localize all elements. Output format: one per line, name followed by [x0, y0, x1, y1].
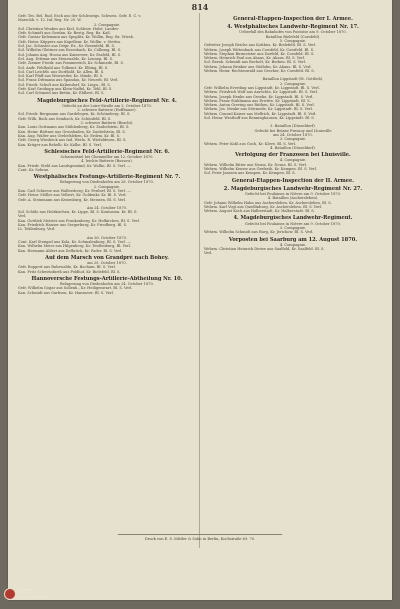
entry-line: Kan. Aug. Walter aus Grebelsleben, Kr. Erdrm. Kr. Bl. S.	[18, 133, 121, 138]
subheading: am 25. October 1870.	[87, 261, 127, 266]
section-heading: 2. Magdeburgisches Landwehr-Regiment Nr. 27.	[223, 185, 363, 192]
subheading: Belagerung von Diedenhofen am 24. October 1870.	[60, 282, 154, 287]
entry-line: Kan. Friedrich Hauser aus Sergerburg, Kr. Friedberg. Bl. S.	[18, 223, 128, 228]
subheading: 4. leichte Batterie (Bossow).	[81, 159, 133, 164]
entry-line: Sol. Christian Wenkes aus Kiel, Schlesw. Holst. Landes-	[18, 26, 120, 31]
entry-line: Wehrm. Wilhelm Keuser aus Grefrath, Kr. Kempen. Bl. S. Verl.	[204, 166, 318, 171]
entry-line: Wehrm. Anton Greving aus Rüthen, Kr. Lippstadt. Bl. S. Verl.	[204, 103, 315, 108]
entry-line: Gefr. Johann Wilhelm Hahn aus Aschersleben, Kr. Aschersleben. Bl. S.	[204, 200, 332, 205]
section-heading: Hannoversche Festungs-Artillerie-Abtheilung Nr. 10.	[31, 275, 183, 282]
subheading: Bataillon Bielefeld (Coesfeld).	[265, 34, 321, 39]
library-logo-icon	[4, 588, 16, 600]
subheading: Gefecht bei Beinez Fresnoy und Lhuisville	[254, 128, 332, 133]
entry-line: Gefreiter Joseph Reiche aus Kottbus, Kr. Bielefeld. Bl. S. Verl.	[204, 43, 317, 48]
watermark-line: Universitätsbibliothek	[18, 594, 51, 599]
section-heading: Vorposten bei Saarburg am 12. August 1870.	[228, 236, 358, 243]
entry-line: Wehrm. Conrad Kaiser aus Mellrich, Kr. Lippstadt. Bl. S. Verl.	[204, 111, 317, 116]
entry-line: Kan. Wilhelm Meier aus Hilgenberg, Kr. Teutlenburg, Bl. Verl.	[18, 244, 132, 249]
subheading: 4. Bataillon (Aschersleben).	[267, 196, 319, 201]
entry-line: Wehrm. August Koch aus Halberstadt, Kr. Halberstadt. Bl. S.	[204, 209, 315, 214]
entry-line: Kan. Krüger aus Behelb. Kr. Kalbe. Bl. S. Verl.	[18, 142, 102, 147]
watermark-line: durch die	[18, 591, 33, 596]
subheading: 4. Compagnie.	[279, 158, 307, 163]
entry-line: Kan. Hermann Ahlert aus Delbrück, Kr. Pader. Bl. S. Verl.	[18, 248, 123, 253]
entry-line: Gefr. A. Steinmann aus Keuenburg, Kr. Meiszen, Bl. S. Verl.	[18, 197, 127, 202]
entry-line: Gefr. Wilhelm Everding aus Lippstadt, Kr. Lippstadt. Bl. S. Verl.	[204, 85, 320, 90]
subheading: Ueberfall des Bahnhofes von Pontoise am 9. October 1870.	[239, 30, 347, 35]
page-number: 814	[191, 2, 209, 12]
entry-line: Gefr. Wilhelm Gogar aus Sollenh., Kr. Heiligenwart. Bl. S. Verl.	[18, 286, 133, 291]
column-divider	[199, 13, 200, 548]
entry-line: Marschh. v. 12. Inf. Reg. Nr. 20. W.	[18, 18, 82, 23]
entry-line: Sol. Friedr. Schult aus Kaltendorf, Kr. Liegn., Bl. S.	[18, 82, 111, 87]
section-heading: Magdeburgisches Feld-Artillerie-Regiment Nr. 4.	[37, 97, 177, 104]
footer-rule	[118, 534, 282, 535]
watermark-text	[18, 589, 51, 599]
subheading: 3. Compagnie.	[279, 137, 307, 142]
entry-line: Sol. Aug. Dittmar aus Meuswalde, Kr. Lennep, Bl. S.	[18, 56, 114, 61]
entry-line: Wehrm. Friedrich Wolf aus Anröchte, Kr. Lippstadt. Bl. S. Verl.	[204, 90, 319, 95]
entry-line: Sol. Schüle aus Holzkirchen, Kr. Lippe, Bl. S. Kontusion. Kr. Bl. S.	[18, 210, 138, 215]
subheading: Bataillon Lippstadt (St. Gottlieb).	[262, 77, 324, 82]
subheading: am 24. October 1870.	[273, 132, 313, 137]
entry-line: Gefr. Karl Grotkopp aus Klein-Naffel, Kr. Tehl, Bl. S.	[18, 87, 113, 92]
entry-line: Sol. Carl Schmeid aus Bettin, Kr. Ehlbert, Bl. S.	[18, 91, 105, 96]
entry-line: Verl.	[204, 251, 213, 256]
entry-line: Sol. Carl Leichtb. aus Dorfbold, Kr. Allen, Bl. S.	[18, 69, 105, 74]
entry-line: Wehrm. Jos. Menke aus Störmede, Kr. Lippstadt. Bl. S. Verl.	[204, 107, 314, 112]
entry-line: Kan. Fritz Schweinfurth aus Feldhof, Kr. Bielefeld. Bl. S.	[18, 269, 121, 274]
section-heading: 4. Magdeburgisches Landwehr-Regiment.	[233, 215, 353, 222]
entry-line: Wehrm. Karl Vogt aus Quedlinburg, Kr. Aschersleben. Bl. S. Verl.	[204, 204, 323, 209]
subheading: 3. Bataillon (Düsseldorf).	[270, 124, 316, 129]
entry-line: Sol. Johann Aug. Hoosa aus Kaiserwer, Kr. Essfeld, Bl. S.	[18, 52, 122, 57]
entry-line: Gefr. Wilh. Bock aus Sembach, Kr. Schönfeld. Bl. S.	[18, 116, 112, 121]
entry-line: Cont. Karl Stempel aus Kola, Kr. Schmalenburg, Bl. S. Verl. —	[18, 239, 131, 244]
entry-line: Sol. Wilhelm Glettner aus Essenbach, Kr. Cöllnmg, Bl. S.	[18, 48, 122, 53]
subheading: Am 26. October 1870.	[86, 235, 128, 240]
entry-line: Sol. Bernh. Schmidt aus Bocholt, Kr. Borken. Bl. S. Verl.	[204, 60, 307, 65]
section-heading: Verfolgung der Franzosen bei Lhuisville.	[235, 152, 351, 159]
entry-line: Sol. Franz Dittmann aus Spandau, Kr. Neuerb, Bl. Verl.	[18, 78, 119, 83]
entry-line: Sol. Peter Janssen aus Kempen, Kr. Kempen. Bl. S.	[204, 171, 296, 176]
section-heading: Westphälisches Festungs-Artillerie-Regiment Nr. 7.	[33, 174, 181, 181]
subheading: Gefecht bei Foulaines in Nièvre am 9. October 1870.	[244, 221, 342, 226]
entry-line: Wehrm. Stephan Burmeister aus Darfeld, Kr. Coesfeld. Bl. S.	[204, 51, 315, 56]
entry-line: Wehrm. Wilhelm Ritter aus Neuss, Kr. Neuss. Bl. S. Verl.	[204, 162, 308, 167]
entry-line: Wehrm. Peter Kohl aus Goch, Kr. Kleve. Bl. S. Verl.	[204, 141, 297, 146]
entry-line: Wehrm. Joseph Henke aus Geseke, Kr. Lippstadt. Bl. S. Verl.	[204, 94, 314, 99]
subheading: 3. schwere Batterie (Bracht).	[80, 121, 134, 126]
left-column	[18, 14, 196, 295]
subheading: Gefecht an der Loire-Straße am 3. October 1870.	[62, 103, 152, 108]
entry-line: Wehrm. Joseph Wittenbach aus Coesfeld, Kr. Coesfeld. Bl. S.	[204, 47, 315, 52]
subheading: Am 24. October 1870.	[86, 205, 128, 210]
subheading: 2. Compagnie.	[93, 22, 121, 27]
document-page	[8, 0, 392, 600]
entry-line: Gefr. Heinr. Küppers aus Kapellenr. Kr. Wollin. v. Stettin.	[18, 39, 122, 44]
entry-line: Cont. Kr. Sohrau.	[18, 167, 50, 172]
section-heading: General-Etappen-Inspection der I. Armee.	[233, 16, 353, 22]
entry-line: Kan. Schmidt aus Garbsen, Kr. Hannover. Bl. S. Verl.	[18, 290, 114, 295]
entry-line: Gefr. Heinr. Möller aus Velbert, Kr. Goldenkr. Kr. Bl. S. Verl.	[18, 193, 127, 198]
entry-line: Kan. Friedr. Stehl aus Landsgemünd, Kr. Wollin. Bl. S. Verl. —	[18, 163, 131, 168]
section-heading: Schlesisches Feld-Artillerie-Regiment Nr. 6.	[44, 148, 170, 155]
entry-line: Kan. Carl Schierse aus Wallersberg, Kr. Perdorf, Bl. S. Verl. —	[18, 189, 131, 193]
subheading: 3. Compagnie.	[279, 225, 307, 230]
section-heading: 4. Westphälisches Landwehr-Regiment Nr. 17.	[227, 24, 359, 31]
subheading: 5. Compagnie.	[279, 39, 307, 43]
entry-line: Lt. Teklenburg, Verl.	[18, 227, 56, 232]
entry-line: Wehrm. Johann Brinker aus Südlohn, Kr. Ahaus. Bl. S. Verl.	[204, 64, 312, 69]
entry-line: Gefr. Georg Wiesbeck aus Ind. Werla, R. Wiefaldesen, Bl. S.	[18, 138, 127, 143]
entry-line: Wehrm. Heinrich Paul aus Ahaus, Kr. Ahaus. Bl. S. Verl.	[204, 56, 306, 61]
section-heading: Auf dem Marsch von Grandpré nach Bohey.	[45, 254, 169, 261]
entry-line: Verl.	[18, 214, 27, 219]
entry-line: Wehrm. Wilhelm Schmidt aus Burg, Kr. Jerichow. Bl. S. Verl.	[204, 230, 314, 235]
entry-line: Kan. Gottlieb Meister aus Frankenberg, Kr. Hofkirchen. Bl. S. Verl.	[18, 218, 141, 223]
entry-line: Gefr. Gustav Kelemann aus Spoplitz, Kr. Wollin, Reg. Bz. Wiesb.	[18, 35, 135, 40]
entry-line: Wehrm. Franz Stuhlmann aus Erwitte, Kr. Lippstadt. Bl. S.	[204, 98, 311, 103]
entry-line: Wehrm. Christian Heinrich Dietze aus Saalfeld, Kr. Saalfeld. Bl. S.	[204, 247, 325, 251]
subheading: 4. Bataillon (Düsseldorf).	[270, 145, 316, 150]
entry-line: Sol. Karl Pfaff aus Weisweiler, Kr. Minde, Bl. S.	[18, 74, 104, 79]
subheading: Scharmützel bei Cheminiller am 12. October 1870.	[60, 155, 154, 160]
library-watermark	[4, 588, 51, 600]
subheading: Gefecht bei Foulaines in Nièvre am 9. October 1870.	[244, 191, 342, 196]
entry-line: Sol. Heinr. Westhoff aus Benninghausen, Kr. Lippstadt. Bl. S.	[204, 116, 315, 121]
section-heading: General-Etappen-Inspection der II. Armee.	[231, 177, 355, 184]
entry-line: Kan. Louis Guttmann aus Mühlenberg, Kr. Zaubelstein, Bl. S.	[18, 125, 130, 130]
subheading: 4. Compagnie.	[279, 242, 307, 247]
entry-line: Gefr. Tes. Bel. Rud. Esch aus der Schleswigs. Schweiz. Gefr. E. C. v.	[18, 14, 142, 18]
printer-imprint: Druck von E. S. Mittler & Sohn in Berlin, Kochstraße 69. 70.	[144, 537, 256, 541]
entry-line: Gefr. Ziemer Friedr. aus Pommereich, Kr. Schmiede, Bl. S.	[18, 61, 124, 66]
entry-line: Sol. Andr. Fehlhuhl aus Tolkemt. Kr. Elbing, Bl. S.	[18, 65, 109, 70]
subheading: 2. Compagnie.	[279, 81, 307, 86]
entry-line: Sol. Jac. Schuster aus Ostpr. Ez., Kr. Rosenfeld, Bl. S.	[18, 44, 116, 49]
subheading: 2. Compagnie.	[93, 184, 121, 189]
right-column	[204, 14, 382, 256]
entry-line: Wehrm. Heinr. Rechtenwald aus Gescher, Kr. Coesfeld. Bl. S.	[204, 69, 315, 74]
subheading: Belagerung von Diedenhofen am 28. October 1870.	[60, 180, 154, 185]
entry-line: Sol. Friedr. Bergmann aus Gardelegen, Kr. Schöneberg. Bl. S.	[18, 112, 131, 117]
subheading: 2. schwere Batterie (Hoffbauer).	[77, 108, 137, 113]
entry-line: Gefr. Schmidt aus Gerdan, Kr. Bestg. Reg. Bz. Kaß.	[18, 31, 111, 36]
entry-line: Kan. Heinr. Büttner aus Grossbaden, Kr. Zaubelstein, Bl. S.	[18, 129, 126, 134]
entry-line: Gefr. Boppert aus Ruhrwalde, Kr. Bochum. Bl. S. Verl.	[18, 265, 116, 270]
watermark-line: digitalisiert	[18, 587, 35, 592]
